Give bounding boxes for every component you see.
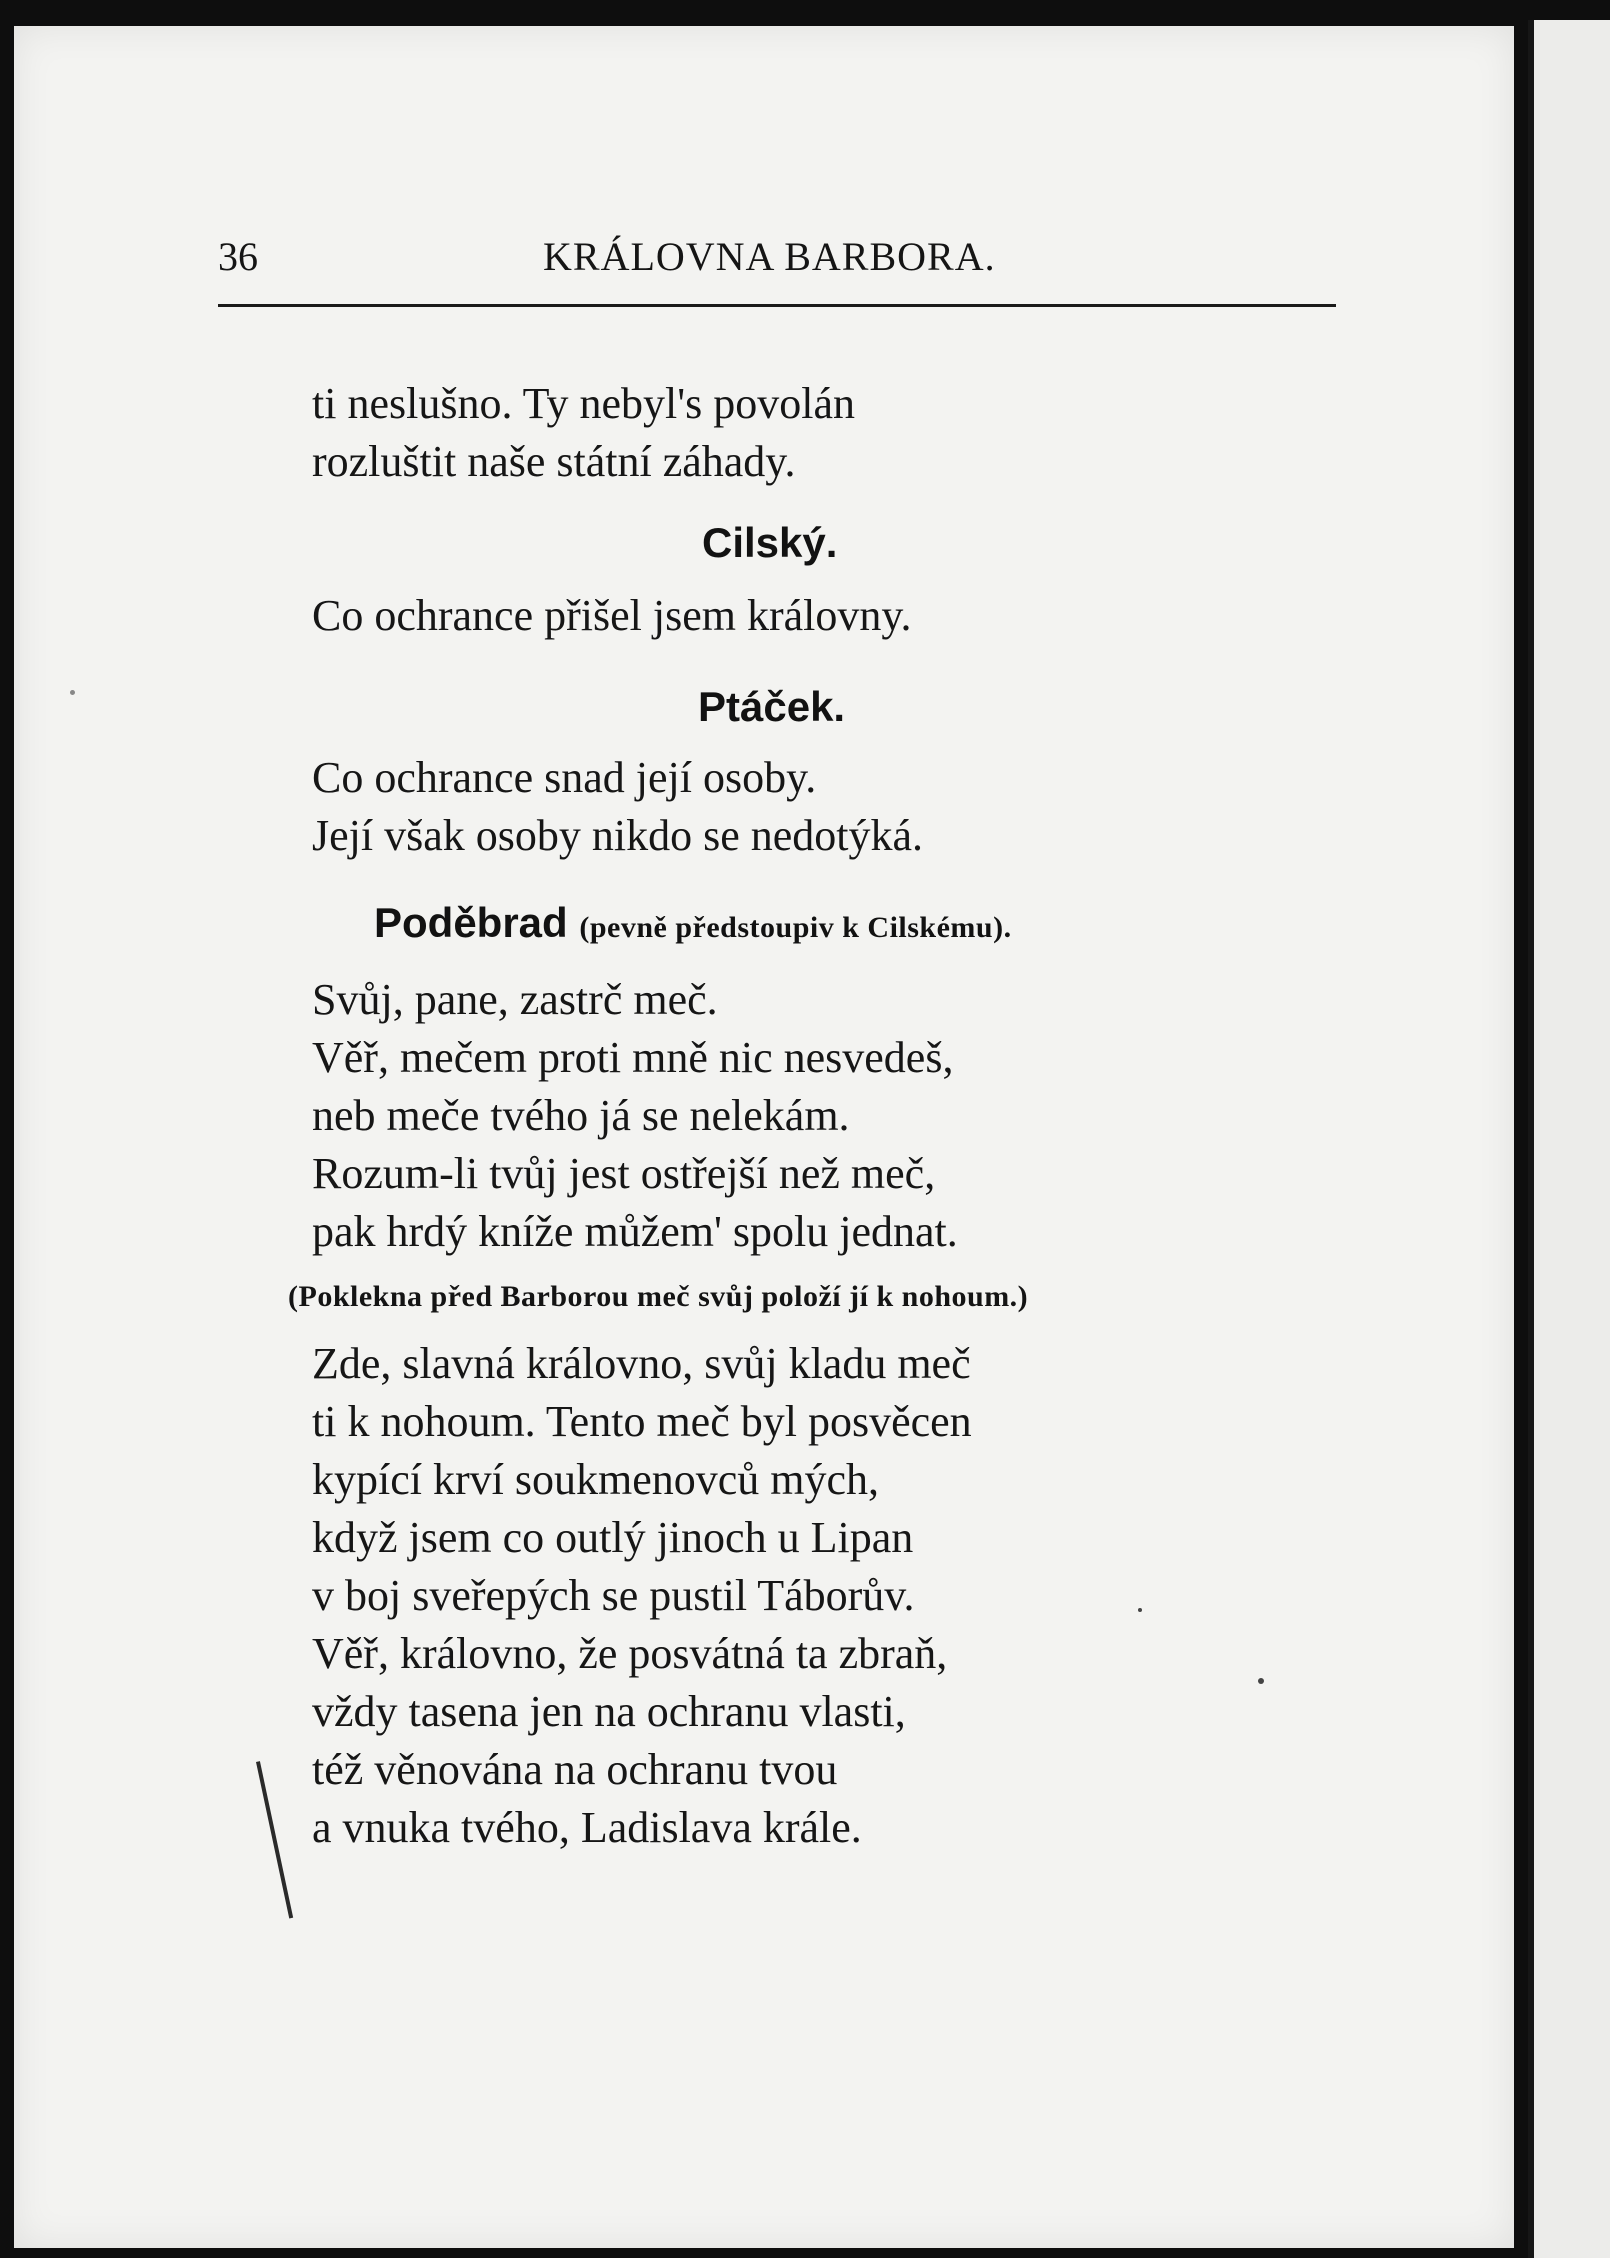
verse-line: Co ochrance snad její osoby.	[312, 753, 817, 802]
speaker-name-text: Poděbrad	[374, 899, 568, 946]
verse-line: Svůj, pane, zastrč meč.	[312, 975, 718, 1024]
adjacent-page-edge	[1528, 20, 1610, 2258]
verse-line: Rozum-li tvůj jest ostřejší než meč,	[312, 1149, 936, 1198]
header-rule	[218, 304, 1336, 307]
page-number: 36	[218, 234, 258, 279]
verse-line: Její však osoby nikdo se nedotýká.	[312, 811, 924, 860]
verse-line: kypící krví soukmenovců mých,	[312, 1455, 880, 1504]
verse-line: v boj sveřepých se pustil Táborův.	[312, 1571, 915, 1620]
verse-line: a vnuka tvého, Ladislava krále.	[312, 1803, 862, 1852]
speaker-name-ptacek: Ptáček.	[698, 683, 846, 730]
verse-line: Zde, slavná královno, svůj kladu meč	[312, 1339, 971, 1388]
verse-line: neb meče tvého já se nelekám.	[312, 1091, 850, 1140]
page-header	[218, 233, 1336, 279]
ink-speck	[1138, 1608, 1142, 1612]
running-title: KRÁLOVNA BARBORA.	[543, 234, 996, 279]
verse-line: Věř, mečem proti mně nic nesvedeš,	[312, 1033, 954, 1082]
page-gutter-shadow	[1528, 20, 1534, 2258]
stage-direction-inline: (pevně předstoupiv k Cilskému).	[579, 911, 1012, 944]
ink-speck	[1258, 1678, 1264, 1684]
verse-line: ti neslušno. Ty nebyl's povolán	[312, 379, 856, 428]
verse-line: též věnována na ochranu tvou	[312, 1745, 838, 1794]
verse-line: Co ochrance přišel jsem královny.	[312, 591, 912, 640]
speaker-name-cilsky: Cilský.	[702, 519, 838, 566]
stage-direction: (Poklekna před Barborou meč svůj položí jí k nohoum.)	[288, 1280, 1029, 1313]
verse-line: rozluštit naše státní záhady.	[312, 437, 796, 486]
verse-line: ti k nohoum. Tento meč byl posvěcen	[312, 1397, 972, 1446]
verse-line: když jsem co outlý jinoch u Lipan	[312, 1513, 914, 1562]
ink-speck	[70, 690, 75, 695]
verse-line: Věř, královno, že posvátná ta zbraň,	[312, 1629, 948, 1678]
speaker-name-podebrad	[374, 899, 1012, 946]
verse-line: pak hrdý kníže můžem' spolu jednat.	[312, 1207, 958, 1256]
verse-line: vždy tasena jen na ochranu vlasti,	[312, 1687, 906, 1736]
